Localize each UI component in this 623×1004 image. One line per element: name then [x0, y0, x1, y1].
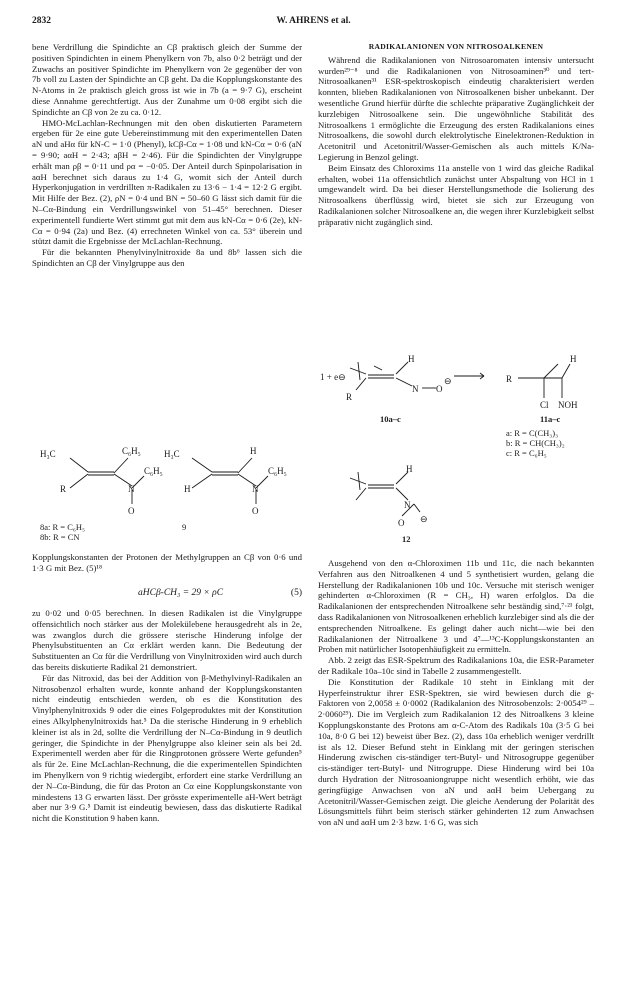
s12-n: N — [404, 500, 411, 510]
s10-charge: ⊖ — [444, 376, 452, 386]
paragraph: Abb. 2 zeigt das ESR-Spektrum des Radikalanions 10a, die ESR-Parameter der Radikale 10a–10c sind in Tabelle 2 zusammengestellt. — [318, 655, 594, 676]
substituent-a: a: R = C(CH₃)₃ — [506, 428, 559, 438]
s11-r: R — [506, 374, 513, 384]
s10-n: N — [412, 384, 419, 394]
s12-o: O — [398, 518, 405, 528]
paragraph: Während die Radikalanionen von Nitrosoaromaten intensiv untersucht wurden²⁹⁻⁸ und die Radikalanionen von Nitrosoaminen³⁰ und tert-Nitrosoalkanen³¹ ESR-spektroskopisch eindeutig charakterisiert werden konnten, blieben Radikalanionen von Nitrosoalkenen bisher unbekannt. Der wesentliche Grund hierfür dürfte die schlechte präparative Zugänglichkeit der kurzlebigen Nitrosoalkene sein. Die ungewöhnliche Stabilität des Nitrosoalkens 1 ermöglichte die Erzeugung des ersten Radikalanions eines Nitrosoalkens, die sowohl durch elektrolytische Einelektronen-Reduktion in Acetonitril und Acetonitril/Wasser-Gemischen als auch mittels K/Na-Legierung in Benzol gelingt. — [318, 54, 594, 162]
page-header — [32, 16, 595, 30]
label-12: 12 — [402, 534, 411, 544]
left-column-top — [32, 42, 302, 269]
paragraph: zu 0·02 und 0·05 berechnen. In diesen Radikalen ist die Vinylgruppe offensichtlich noch stärker aus der Molekülebene herausgedreht als in 2e, was zwanglos durch die grössere sterische Hinderung infolge der Phenylsubstituenten an Cα erklärt werden kann. Die Bedeutung der Substituenten an Cα für die Verdrillung von Vinylnitroxiden wird auch durch das bereits diskutierte Radikal 21 demonstriert. — [32, 608, 302, 672]
s9-h1: H — [250, 446, 257, 456]
substituent-c: c: R = C₆H₅ — [506, 448, 547, 458]
s8-o: O — [128, 506, 135, 516]
running-head-authors: W. AHRENS et al. — [276, 16, 351, 26]
label-8b: 8b: R = CN — [40, 532, 80, 540]
s10-r: R — [346, 392, 353, 402]
structures-10-11-12 — [318, 350, 594, 545]
paragraph: HMO-McLachlan-Rechnungen mit den oben diskutierten Parametern ergeben für 2e eine gute Uebereinstimmung mit den experimentellen Daten aN und aHα für kN-C = 1·0 (Phenyl), kCβ-Cα = 1·08 und kN-Cα = 0·6 (aN = 9·90; aαH = 2·43; aβH = 2·46). Für die Spindichten der Vinylgruppe erhält man ρβ = 0·11 und ρα = −0·05. Der Anteil durch Spinpolarisation in aαH berechnet sich daraus zu 1·4 G, womit sich der Anteil durch Hyperkonjugation in verdrillten π-Radikalen zu 13·6 − 1·4 = 12·2 G ergibt. Mit Hilfe der Bez. (2), ρN = 0·4 und BN = 50–60 G lässt sich damit für die N–Cα-Bindung ein Verdrillungswinkel von 51–45° berechnen. Dieser experimentell fundierte Wert stimmt gut mit dem aus kN-Cα = 0·6 (2e), kN-Cα = 0·94 (2a) und Bez. (4) errechneten Winkel von ca. 53° überein und stützt damit die Ergebnisse der McLachlan-Rechnung. — [32, 117, 302, 247]
paragraph: Kopplungskonstanten der Protonen der Methylgruppen an Cβ von 0·6 und 1·3 G mit Bez. (5)¹⁸ — [32, 552, 302, 573]
paragraph: Beim Einsatz des Chloroxims 11a anstelle von 1 wird das gleiche Radikal erhalten, wobei 11a offensichtlich zunächst unter Abspaltung von HCl in 1 umgewandelt wird. Da bei dieser Herstellungsmethode die Isolierung des Nitrosoalkens überflüssig wird, bietet sie sich zur Erzeugung von Radikalanionen solcher Nitrosoalkene an, die wegen ihrer Kurzlebigkeit selbst präparativ nicht zugänglich sind. — [318, 162, 594, 227]
s9-h2: H — [184, 484, 191, 494]
s8-methyl: H₃C — [40, 449, 56, 459]
s11-noh: NOH — [558, 400, 578, 410]
s11-h: H — [570, 354, 577, 364]
s9-methyl: H₃C — [164, 449, 180, 459]
paragraph: Ausgehend von den α-Chloroximen 11b und 11c, die nach bekannten Verfahren aus den Nitroalkenen 4 und 5 synthetisiert wurden, gelang die Herstellung der Radikalanionen 10b und 10c. Versuche mit sterisch weniger gehinderten α-Chloroximen (R = CH₃, H) waren erfolglos. Da die Radikalanionen der entsprechenden Nitroalkene sehr beständig sind,⁷·²¹ folgt, dass Radikalanionen von Nitrosoalkenen erheblich kurzlebiger sind als die der entsprechenden Nitroalkene. Es gelingt daher auch nicht—wie bei den Radikalanionen der Nitroalkene 3 und 4⁷—¹³C-Kopplungskonstanten an Proben mit natürlicher Isotopenhäufigkeit zu ermitteln. — [318, 558, 594, 655]
plus-electron: 1 + e⊖ — [320, 372, 346, 382]
s8-phenyl-2: C₆H₅ — [144, 466, 163, 476]
paragraph: Für die bekannten Phenylvinylnitroxide 8a und 8b⁶ lassen sich die Spindichten an Cβ der Vinylgruppe aus den — [32, 247, 302, 268]
paragraph: Die Konstitution der Radikale 10 steht in Einklang mit der Hyperfeinstruktur ihrer ESR-Spektren, sie wird bewiesen durch die g-Faktoren von 2,0058 ± 0·0002 (Radikalanion des Nitrosobenzols: 2·0054²⁹ – 2·0060²⁹). Die im Vergleich zum Radikalanion 12 des Nitroalkens 3 kleine Kopplungskonstante des Protons am α-C-Atom des Radikals 10a (3·5 G bei 10a, 8·0 G bei 12) beweist über Bez. (2), dass 10a erheblich weniger verdrillt ist als 12. Dieser Befund steht in Einklang mit der geringen sterischen Hinderung zwischen cis-ständiger tert-Butyl- und Nitrosogruppe gegenüber cis-ständiger tert-Butyl- und Nitrogruppe. Diese Hinderung wird bei 10a durch Hydration der Nitrosoaniongruppe nicht wesentlich erhöht, wie das geringfügige Anwachsen von aN und aαH beim Uebergang zu Acetonitril/Wasser-Gemischen zeigt. Die gleiche Aenderung der Polarität des Lösungsmittels führt beim sterisch stärker gehinderten 12 zum Anwachsen von aN und aαH um 2·3 bzw. 1·6 G, was sich — [318, 676, 594, 828]
section-title: RADIKALANIONEN VON NITROSOALKENEN — [368, 42, 544, 51]
s8-phenyl-1: C₆H₅ — [122, 446, 141, 456]
label-9: 9 — [182, 522, 187, 532]
s10-o: O — [436, 384, 443, 394]
label-8a: 8a: R = C₆H₅ — [40, 522, 85, 532]
label-11: 11a–c — [540, 414, 561, 424]
s8-r: R — [60, 484, 67, 494]
page-number: 2832 — [32, 16, 51, 26]
structures-8-9 — [32, 430, 302, 540]
s9-o: O — [252, 506, 259, 516]
s8-n: N — [128, 484, 135, 494]
equation-text: aHCβ-CH₃ = 29 × ρC — [138, 588, 224, 598]
s12-h: H — [406, 464, 413, 474]
s9-phenyl: C₆H₅ — [268, 466, 287, 476]
s12-charge: ⊖ — [420, 514, 428, 524]
right-column-top — [318, 42, 594, 228]
left-column-bottom — [32, 608, 302, 824]
s9-n: N — [252, 484, 259, 494]
paragraph: bene Verdrillung die Spindichte an Cβ praktisch gleich der Summe der positiven Spindichten in einem Phenylkern von 7b, also 0·2 beträgt und der Zuwachs an positiver Spindichte im Phenylkern von 2e gegenüber der von 7b voll zu Lasten der Spindichte an Cβ geht. Da die Kopplungskonstante des N-Atoms in 2e praktisch gleich gross ist wie in 7b (a = 9·7 G), erscheint diese Annahme gerechtfertigt. Aus der Zunahme um 0·08 ergibt sich die Spindichte an Cβ von 2e zu ca. 0·12. — [32, 42, 302, 117]
paragraph: Für das Nitroxid, das bei der Addition von β-Methylvinyl-Radikalen an Nitrosobenzol erhalten wurde, konnte anhand der Kopplungskonstanten nicht eindeutig entschieden werden, ob es die Konstitution des Vinylphenylnitroxids 9 oder die eines Folgeproduktes mit der Konstitution eines Alkylphenylnitroxids hat.⁵ Da die sterische Hinderung in 9 erheblich kleiner ist als in 2d, sollte die Verdrillung der N–Cα-Bindung in 9 deutlich geringer, die Spindichte in der Phenylgruppe also kleiner sein als bei 2d. Experimentell werden aber für die Ringprotonen grössere Werte gefunden⁵ als für 2e. Eine McLachlan-Rechnung, die die experimentellen Spindichten im Phenylkern von 9 richtig wiedergibt, erfordert eine starke Verdrillung an der N–Cα-Bindung, die für das Proton an Cα eine Kopplungskonstante von mindestens 13 G erwarten lässt. Der grösste experimentelle aH-Wert beträgt aber nur 3·9 G.⁵ Damit ist eindeutig bewiesen, dass das diskutierte Radikal nicht die Konstitution 9 haben kann. — [32, 672, 302, 824]
label-10: 10a–c — [380, 414, 401, 424]
right-column-bottom — [318, 558, 594, 828]
s10-h: H — [408, 354, 415, 364]
equation-number: (5) — [290, 588, 302, 598]
left-caption — [32, 552, 302, 574]
s11-cl: Cl — [540, 400, 549, 410]
substituent-b: b: R = CH(CH₃)₂ — [506, 438, 565, 448]
